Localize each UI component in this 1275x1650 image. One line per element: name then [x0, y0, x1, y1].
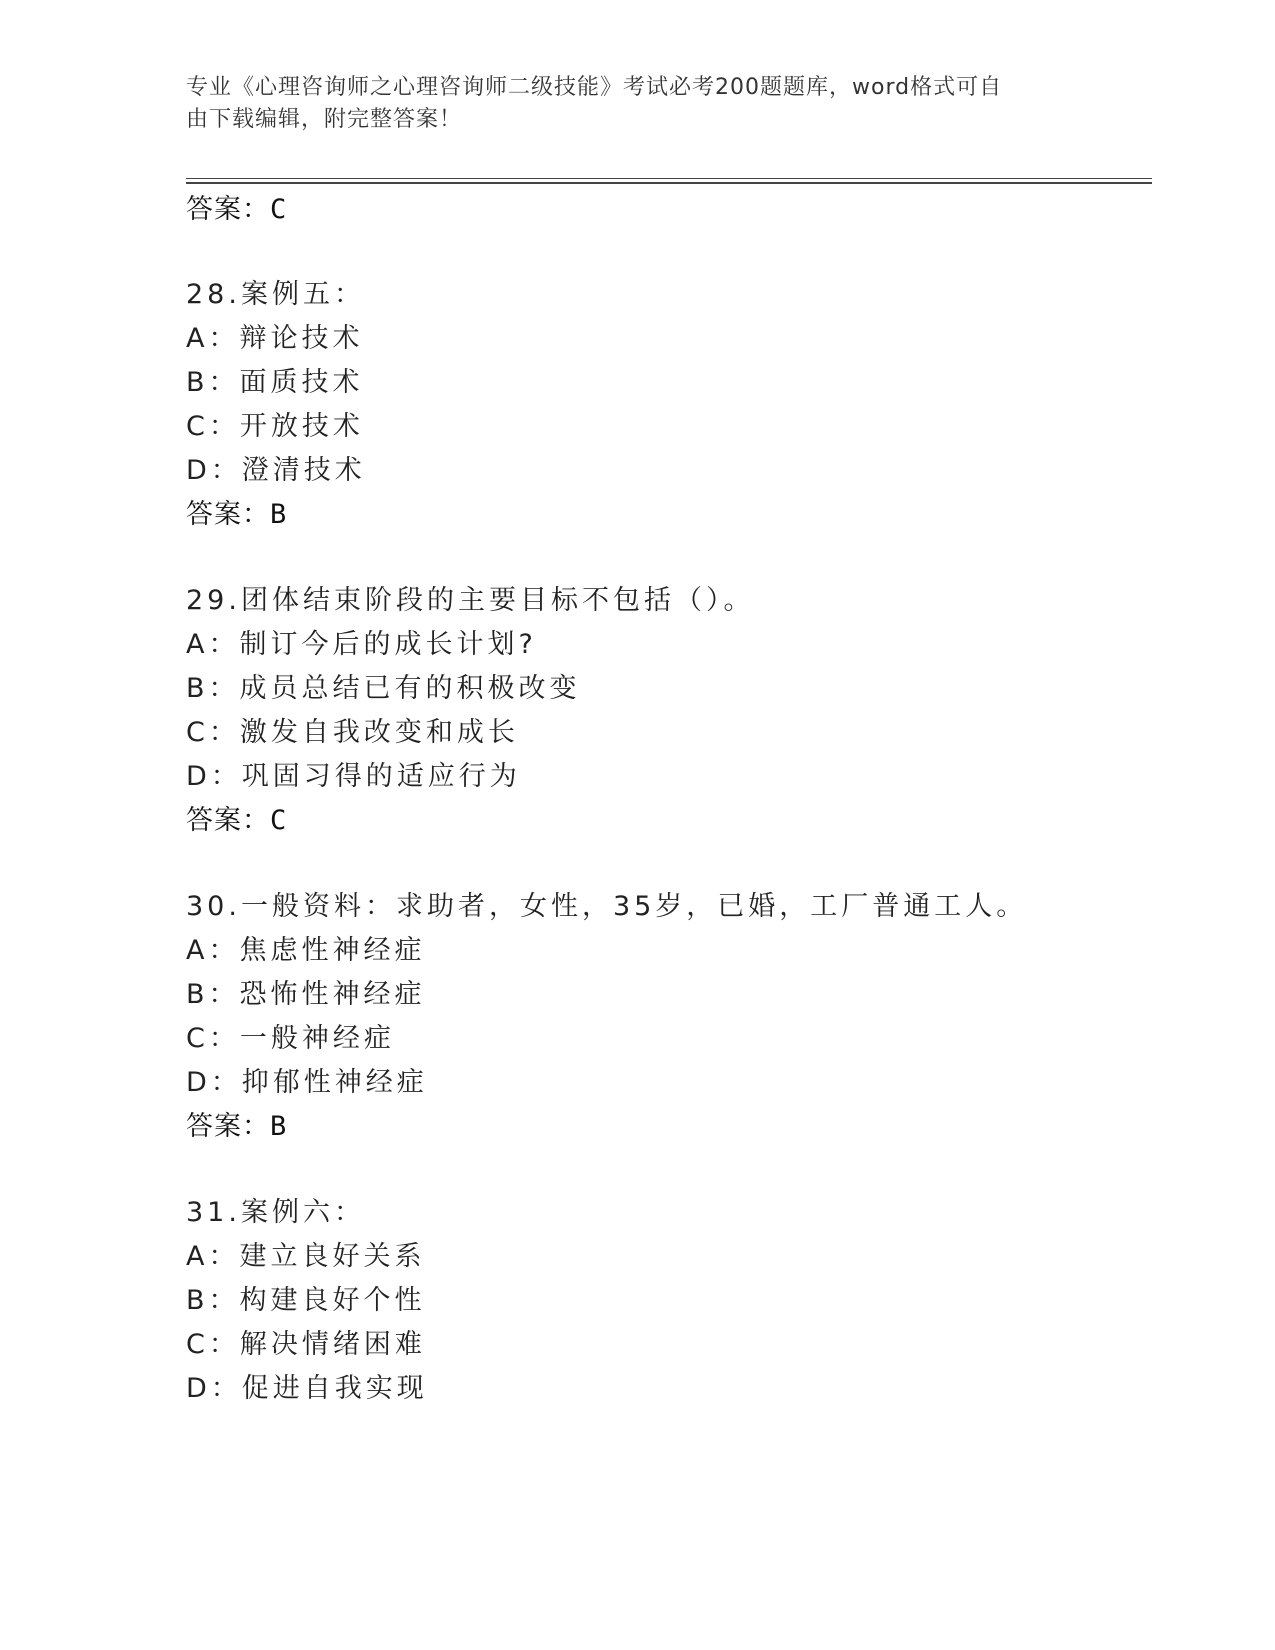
question-30-option-d: D：抑郁性神经症: [186, 1067, 428, 1098]
question-29-option-d: D：巩固习得的适应行为: [186, 761, 521, 792]
answer-value: B: [270, 1111, 288, 1142]
answer-value: C: [270, 194, 288, 225]
question-31-title: 31.案例六：: [186, 1197, 365, 1228]
answer-value: B: [270, 499, 288, 530]
document-header: [186, 72, 1066, 136]
question-29-option-c: C：激发自我改变和成长: [186, 717, 519, 748]
question-31-option-c: C：解决情绪困难: [186, 1329, 426, 1360]
question-31-option-d: D：促进自我实现: [186, 1373, 428, 1404]
question-28-option-d: D：澄清技术: [186, 455, 366, 486]
answer-27: [186, 193, 287, 227]
header-line-2: 由下载编辑，附完整答案！: [186, 107, 463, 132]
question-29-option-a: A：制订今后的成长计划?: [186, 629, 537, 660]
question-28-option-b: B：面质技术: [186, 367, 364, 398]
answer-label: 答案：: [186, 805, 270, 836]
answer-label: 答案：: [186, 1111, 270, 1142]
question-28-option-a: A：辩论技术: [186, 323, 364, 354]
header-divider-top: [186, 178, 1152, 179]
header-divider-bottom: [186, 182, 1152, 184]
answer-value: C: [270, 805, 288, 836]
question-29-option-b: B：成员总结已有的积极改变: [186, 673, 581, 704]
question-28-option-c: C：开放技术: [186, 411, 364, 442]
question-30-option-c: C：一般神经症: [186, 1023, 395, 1054]
question-30-option-b: B：恐怖性神经症: [186, 979, 426, 1010]
question-31-option-b: B：构建良好个性: [186, 1285, 426, 1316]
question-28-title: 28.案例五：: [186, 279, 365, 310]
question-29-title: 29.团体结束阶段的主要目标不包括（）。: [186, 585, 755, 616]
question-30-title: 30.一般资料：求助者，女性，35岁，已婚，工厂普通工人。: [186, 891, 1028, 922]
question-31-option-a: A：建立良好关系: [186, 1241, 426, 1272]
answer-label: 答案：: [186, 499, 270, 530]
header-line-1: 专业《心理咨询师之心理咨询师二级技能》考试必考200题题库，word格式可自: [186, 75, 1003, 100]
answer-29: [186, 804, 287, 838]
answer-label: 答案：: [186, 194, 270, 225]
question-30-option-a: A：焦虑性神经症: [186, 935, 426, 966]
answer-28: [186, 498, 287, 532]
answer-30: [186, 1110, 287, 1144]
